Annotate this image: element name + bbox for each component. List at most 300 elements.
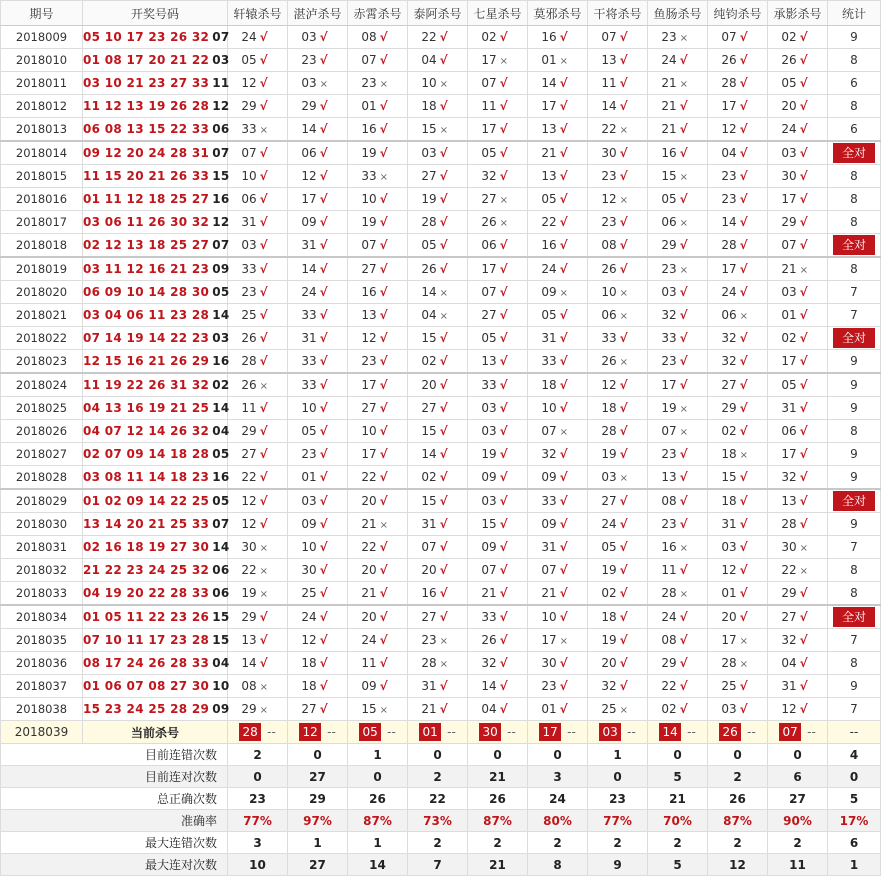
summary-label: 最大连对次数 xyxy=(1,854,228,876)
kill-number: 05 xyxy=(541,308,557,322)
current-kill-section xyxy=(1,721,881,744)
kill-cell xyxy=(228,373,288,397)
kill-cell xyxy=(408,72,468,95)
kill-cell xyxy=(348,188,408,211)
kill-cell xyxy=(528,536,588,559)
table-row xyxy=(1,629,881,652)
kill-number: 21 xyxy=(421,702,437,716)
kill-cell xyxy=(468,652,528,675)
stat-cell xyxy=(828,698,881,721)
kill-cell xyxy=(228,26,288,49)
kill-number: 32 xyxy=(481,169,497,183)
period-cell: 2018031 xyxy=(1,536,83,559)
check-icon: √ xyxy=(439,262,448,276)
kill-number: 11 xyxy=(601,76,617,90)
stat-cell xyxy=(828,489,881,513)
kill-number: 09 xyxy=(301,215,317,229)
check-icon: √ xyxy=(259,656,268,670)
kill-cell xyxy=(528,211,588,234)
kill-cell xyxy=(648,49,708,72)
kill-number: 03 xyxy=(721,540,737,554)
kill-cell xyxy=(768,675,828,698)
kill-cell xyxy=(228,49,288,72)
kill-cell xyxy=(708,605,768,629)
kill-number: 14 xyxy=(721,215,737,229)
check-icon: √ xyxy=(319,53,328,67)
kill-number: 32 xyxy=(721,354,737,368)
check-icon: √ xyxy=(679,494,688,508)
kill-number: 18 xyxy=(601,610,617,624)
blue-ball: 14 xyxy=(212,540,230,554)
check-icon: √ xyxy=(379,122,388,136)
stat-cell xyxy=(828,281,881,304)
kill-cell xyxy=(228,513,288,536)
check-icon: √ xyxy=(559,610,568,624)
kill-cell xyxy=(768,211,828,234)
kill-cell xyxy=(588,188,648,211)
kill-cell xyxy=(528,141,588,165)
kill-cell xyxy=(648,188,708,211)
kill-cell xyxy=(348,652,408,675)
kill-cell xyxy=(468,350,528,374)
check-icon: √ xyxy=(319,146,328,160)
kill-number: 31 xyxy=(301,238,317,252)
kill-number: 29 xyxy=(721,401,737,415)
kill-cell xyxy=(708,513,768,536)
stat-cell xyxy=(828,466,881,490)
current-kill-number: 30 xyxy=(479,723,501,741)
check-icon: √ xyxy=(379,378,388,392)
check-icon: √ xyxy=(439,540,448,554)
kill-cell xyxy=(708,397,768,420)
kill-number: 03 xyxy=(301,76,317,90)
stat-count: 8 xyxy=(850,53,858,67)
summary-value: 23 xyxy=(228,788,288,810)
red-balls: 13 14 20 21 25 33 xyxy=(83,517,210,531)
check-icon: √ xyxy=(499,354,508,368)
table-row xyxy=(1,582,881,606)
red-balls: 11 19 22 26 31 32 xyxy=(83,378,210,392)
check-icon: √ xyxy=(619,401,628,415)
kill-number: 06 xyxy=(481,238,497,252)
column-header: 鱼肠杀号 xyxy=(648,1,708,26)
kill-number: 29 xyxy=(241,702,257,716)
period-cell: 2018022 xyxy=(1,327,83,350)
check-icon: √ xyxy=(799,99,808,113)
check-icon: √ xyxy=(499,586,508,600)
red-balls: 03 04 06 11 23 28 xyxy=(83,308,210,322)
check-icon: √ xyxy=(739,192,748,206)
kill-number: 13 xyxy=(781,494,797,508)
kill-cell xyxy=(588,698,648,721)
kill-number: 16 xyxy=(361,122,377,136)
kill-cell xyxy=(588,466,648,490)
kill-cell xyxy=(408,118,468,142)
check-icon: √ xyxy=(259,331,268,345)
summary-value: 87% xyxy=(468,810,528,832)
check-icon: √ xyxy=(619,76,628,90)
cross-icon: × xyxy=(439,125,449,136)
summary-value: 26 xyxy=(468,788,528,810)
period-cell: 2018023 xyxy=(1,350,83,374)
kill-number: 23 xyxy=(421,633,437,647)
red-balls: 12 15 16 21 26 29 xyxy=(83,354,210,368)
table-row xyxy=(1,675,881,698)
kill-number: 31 xyxy=(241,215,257,229)
table-row xyxy=(1,49,881,72)
kill-cell xyxy=(408,698,468,721)
check-icon: √ xyxy=(559,215,568,229)
stat-cell xyxy=(828,234,881,258)
check-icon: √ xyxy=(319,447,328,461)
kill-cell xyxy=(588,304,648,327)
check-icon: √ xyxy=(679,308,688,322)
current-kill-number: 14 xyxy=(659,723,681,741)
period-cell: 2018025 xyxy=(1,397,83,420)
pending-dash: -- xyxy=(627,725,636,739)
kill-number: 17 xyxy=(781,354,797,368)
check-icon: √ xyxy=(619,238,628,252)
kill-number: 01 xyxy=(781,308,797,322)
kill-cell xyxy=(348,234,408,258)
red-balls: 15 23 24 25 28 29 xyxy=(83,702,210,716)
kill-number: 17 xyxy=(481,53,497,67)
kill-number: 12 xyxy=(781,702,797,716)
cross-icon: × xyxy=(259,543,269,554)
draw-numbers-cell xyxy=(83,582,228,606)
check-icon: √ xyxy=(499,285,508,299)
stat-count: 8 xyxy=(850,192,858,206)
kill-number: 11 xyxy=(661,563,677,577)
kill-cell xyxy=(768,141,828,165)
cross-icon: × xyxy=(739,659,749,670)
summary-value: 27 xyxy=(288,766,348,788)
kill-cell xyxy=(708,466,768,490)
kill-number: 20 xyxy=(721,610,737,624)
period-cell: 2018028 xyxy=(1,466,83,490)
kill-cell xyxy=(408,513,468,536)
kill-number: 18 xyxy=(301,656,317,670)
kill-number: 26 xyxy=(721,53,737,67)
kill-cell xyxy=(408,95,468,118)
kill-cell xyxy=(348,675,408,698)
stat-count: 7 xyxy=(850,633,858,647)
kill-number: 32 xyxy=(601,679,617,693)
kill-number: 19 xyxy=(661,401,677,415)
kill-cell xyxy=(588,582,648,606)
kill-cell xyxy=(228,489,288,513)
kill-cell xyxy=(408,281,468,304)
summary-value: 2 xyxy=(768,832,828,854)
check-icon: √ xyxy=(739,331,748,345)
kill-cell xyxy=(528,327,588,350)
kill-number: 15 xyxy=(661,169,677,183)
kill-cell xyxy=(468,95,528,118)
summary-value: 2 xyxy=(648,832,708,854)
check-icon: √ xyxy=(439,517,448,531)
check-icon: √ xyxy=(679,192,688,206)
kill-cell xyxy=(648,95,708,118)
kill-cell xyxy=(348,49,408,72)
summary-value: 17% xyxy=(828,810,881,832)
kill-cell xyxy=(408,234,468,258)
summary-value: 87% xyxy=(348,810,408,832)
check-icon: √ xyxy=(679,470,688,484)
table-row xyxy=(1,420,881,443)
kill-cell xyxy=(288,211,348,234)
table-row xyxy=(1,605,881,629)
table-row xyxy=(1,118,881,142)
check-icon: √ xyxy=(739,401,748,415)
check-icon: √ xyxy=(679,378,688,392)
kill-number: 02 xyxy=(481,30,497,44)
kill-cell xyxy=(228,141,288,165)
summary-value: 21 xyxy=(468,854,528,876)
check-icon: √ xyxy=(259,285,268,299)
kill-number: 21 xyxy=(781,262,797,276)
pending-dash: -- xyxy=(807,725,816,739)
kill-number: 33 xyxy=(481,610,497,624)
check-icon: √ xyxy=(499,122,508,136)
kill-cell xyxy=(588,605,648,629)
cross-icon: × xyxy=(379,172,389,183)
check-icon: √ xyxy=(319,610,328,624)
check-icon: √ xyxy=(439,192,448,206)
summary-value: 1 xyxy=(348,744,408,766)
kill-number: 30 xyxy=(781,540,797,554)
kill-number: 27 xyxy=(721,378,737,392)
kill-number: 05 xyxy=(541,192,557,206)
kill-number: 20 xyxy=(361,610,377,624)
draw-numbers-cell xyxy=(83,304,228,327)
kill-cell xyxy=(408,582,468,606)
check-icon: √ xyxy=(259,633,268,647)
kill-cell xyxy=(288,188,348,211)
kill-cell xyxy=(708,652,768,675)
kill-cell xyxy=(528,26,588,49)
draw-numbers-cell xyxy=(83,165,228,188)
kill-number: 02 xyxy=(421,354,437,368)
kill-cell xyxy=(468,605,528,629)
kill-cell xyxy=(588,141,648,165)
kill-cell xyxy=(768,118,828,142)
kill-cell xyxy=(648,118,708,142)
kill-number: 07 xyxy=(481,76,497,90)
kill-number: 14 xyxy=(421,285,437,299)
kill-number: 27 xyxy=(601,494,617,508)
blue-ball: 06 xyxy=(212,586,230,600)
red-balls: 01 02 09 14 22 25 xyxy=(83,494,210,508)
stat-cell xyxy=(828,629,881,652)
kill-cell xyxy=(648,605,708,629)
kill-cell xyxy=(528,95,588,118)
summary-value: 2 xyxy=(528,832,588,854)
kill-cell xyxy=(708,211,768,234)
kill-number: 29 xyxy=(241,424,257,438)
kill-number: 17 xyxy=(541,633,557,647)
kill-number: 27 xyxy=(481,192,497,206)
check-icon: √ xyxy=(799,679,808,693)
check-icon: √ xyxy=(499,447,508,461)
kill-cell xyxy=(768,536,828,559)
check-icon: √ xyxy=(679,447,688,461)
pending-dash: -- xyxy=(567,725,576,739)
all-correct-badge: 全对 xyxy=(833,328,875,348)
red-balls: 21 22 23 24 25 32 xyxy=(83,563,210,577)
cross-icon: × xyxy=(739,311,749,322)
table-row xyxy=(1,652,881,675)
current-kill-number: 28 xyxy=(239,723,261,741)
check-icon: √ xyxy=(619,656,628,670)
kill-number: 18 xyxy=(301,679,317,693)
kill-cell xyxy=(348,165,408,188)
current-kill-number: 05 xyxy=(359,723,381,741)
red-balls: 06 09 10 14 28 30 xyxy=(83,285,210,299)
kill-cell xyxy=(648,513,708,536)
pending-dash: -- xyxy=(267,725,276,739)
red-balls: 03 10 21 23 27 33 xyxy=(83,76,210,90)
kill-cell xyxy=(528,350,588,374)
kill-cell xyxy=(528,234,588,258)
kill-cell xyxy=(408,304,468,327)
stat-count: 8 xyxy=(850,656,858,670)
period-cell: 2018036 xyxy=(1,652,83,675)
kill-number: 01 xyxy=(721,586,737,600)
kill-number: 33 xyxy=(241,262,257,276)
period-cell: 2018032 xyxy=(1,559,83,582)
kill-cell xyxy=(648,397,708,420)
check-icon: √ xyxy=(499,146,508,160)
summary-row xyxy=(1,832,881,854)
kill-number: 06 xyxy=(781,424,797,438)
summary-value: 0 xyxy=(708,744,768,766)
blue-ball: 03 xyxy=(212,331,230,345)
kill-cell xyxy=(228,118,288,142)
kill-number: 06 xyxy=(601,308,617,322)
check-icon: √ xyxy=(379,215,388,229)
draw-numbers-cell xyxy=(83,629,228,652)
kill-number: 03 xyxy=(661,285,677,299)
stat-cell xyxy=(828,350,881,374)
kill-cell xyxy=(528,281,588,304)
kill-number: 15 xyxy=(421,122,437,136)
red-balls: 07 14 19 14 22 23 xyxy=(83,331,210,345)
kill-cell xyxy=(228,559,288,582)
kill-number: 03 xyxy=(481,401,497,415)
summary-value: 27 xyxy=(288,854,348,876)
kill-number: 07 xyxy=(481,285,497,299)
kill-number: 17 xyxy=(721,633,737,647)
check-icon: √ xyxy=(379,563,388,577)
kill-number: 19 xyxy=(361,215,377,229)
kill-cell xyxy=(288,72,348,95)
kill-cell xyxy=(288,350,348,374)
check-icon: √ xyxy=(259,76,268,90)
kill-number: 24 xyxy=(721,285,737,299)
kill-cell xyxy=(768,165,828,188)
kill-number: 31 xyxy=(721,517,737,531)
kill-number: 30 xyxy=(781,169,797,183)
column-header: 莫邪杀号 xyxy=(528,1,588,26)
kill-cell xyxy=(468,536,528,559)
kill-number: 01 xyxy=(361,99,377,113)
check-icon: √ xyxy=(799,494,808,508)
kill-number: 10 xyxy=(541,401,557,415)
kill-number: 28 xyxy=(721,656,737,670)
kill-cell xyxy=(768,443,828,466)
check-icon: √ xyxy=(499,656,508,670)
kill-number: 06 xyxy=(241,192,257,206)
kill-number: 23 xyxy=(361,76,377,90)
kill-number: 14 xyxy=(421,447,437,461)
column-header: 纯钧杀号 xyxy=(708,1,768,26)
check-icon: √ xyxy=(499,76,508,90)
header-row xyxy=(1,1,881,26)
current-kill-number: 07 xyxy=(779,723,801,741)
check-icon: √ xyxy=(559,447,568,461)
kill-cell xyxy=(228,281,288,304)
red-balls: 08 17 24 26 28 33 xyxy=(83,656,210,670)
summary-value: 14 xyxy=(348,854,408,876)
kill-cell xyxy=(708,118,768,142)
kill-cell xyxy=(228,211,288,234)
check-icon: √ xyxy=(679,633,688,647)
kill-number: 31 xyxy=(421,517,437,531)
check-icon: √ xyxy=(739,146,748,160)
kill-number: 30 xyxy=(541,656,557,670)
kill-cell xyxy=(588,489,648,513)
kill-cell xyxy=(468,165,528,188)
kill-cell xyxy=(348,373,408,397)
kill-number: 12 xyxy=(241,76,257,90)
stat-cell xyxy=(828,95,881,118)
kill-number: 27 xyxy=(241,447,257,461)
cross-icon: × xyxy=(259,589,269,600)
draw-numbers-cell xyxy=(83,281,228,304)
kill-cell xyxy=(648,675,708,698)
pending-dash: -- xyxy=(687,725,696,739)
summary-value: 0 xyxy=(588,766,648,788)
check-icon: √ xyxy=(799,122,808,136)
check-icon: √ xyxy=(559,331,568,345)
kill-number: 03 xyxy=(481,424,497,438)
cross-icon: × xyxy=(739,450,749,461)
check-icon: √ xyxy=(739,354,748,368)
blue-ball: 16 xyxy=(212,192,230,206)
draw-numbers-cell xyxy=(83,26,228,49)
kill-cell xyxy=(348,605,408,629)
blue-ball: 16 xyxy=(212,470,230,484)
kill-cell xyxy=(228,304,288,327)
blue-ball: 10 xyxy=(212,679,230,693)
check-icon: √ xyxy=(379,610,388,624)
check-icon: √ xyxy=(559,679,568,693)
kill-number: 30 xyxy=(241,540,257,554)
kill-number: 33 xyxy=(301,308,317,322)
kill-number: 21 xyxy=(661,99,677,113)
kill-cell xyxy=(348,95,408,118)
kill-cell xyxy=(708,165,768,188)
cross-icon: × xyxy=(799,566,809,577)
check-icon: √ xyxy=(799,656,808,670)
blue-ball: 04 xyxy=(212,656,230,670)
red-balls: 02 12 13 18 25 27 xyxy=(83,238,210,252)
check-icon: √ xyxy=(439,702,448,716)
check-icon: √ xyxy=(679,331,688,345)
check-icon: √ xyxy=(799,401,808,415)
check-icon: √ xyxy=(739,540,748,554)
check-icon: √ xyxy=(799,633,808,647)
